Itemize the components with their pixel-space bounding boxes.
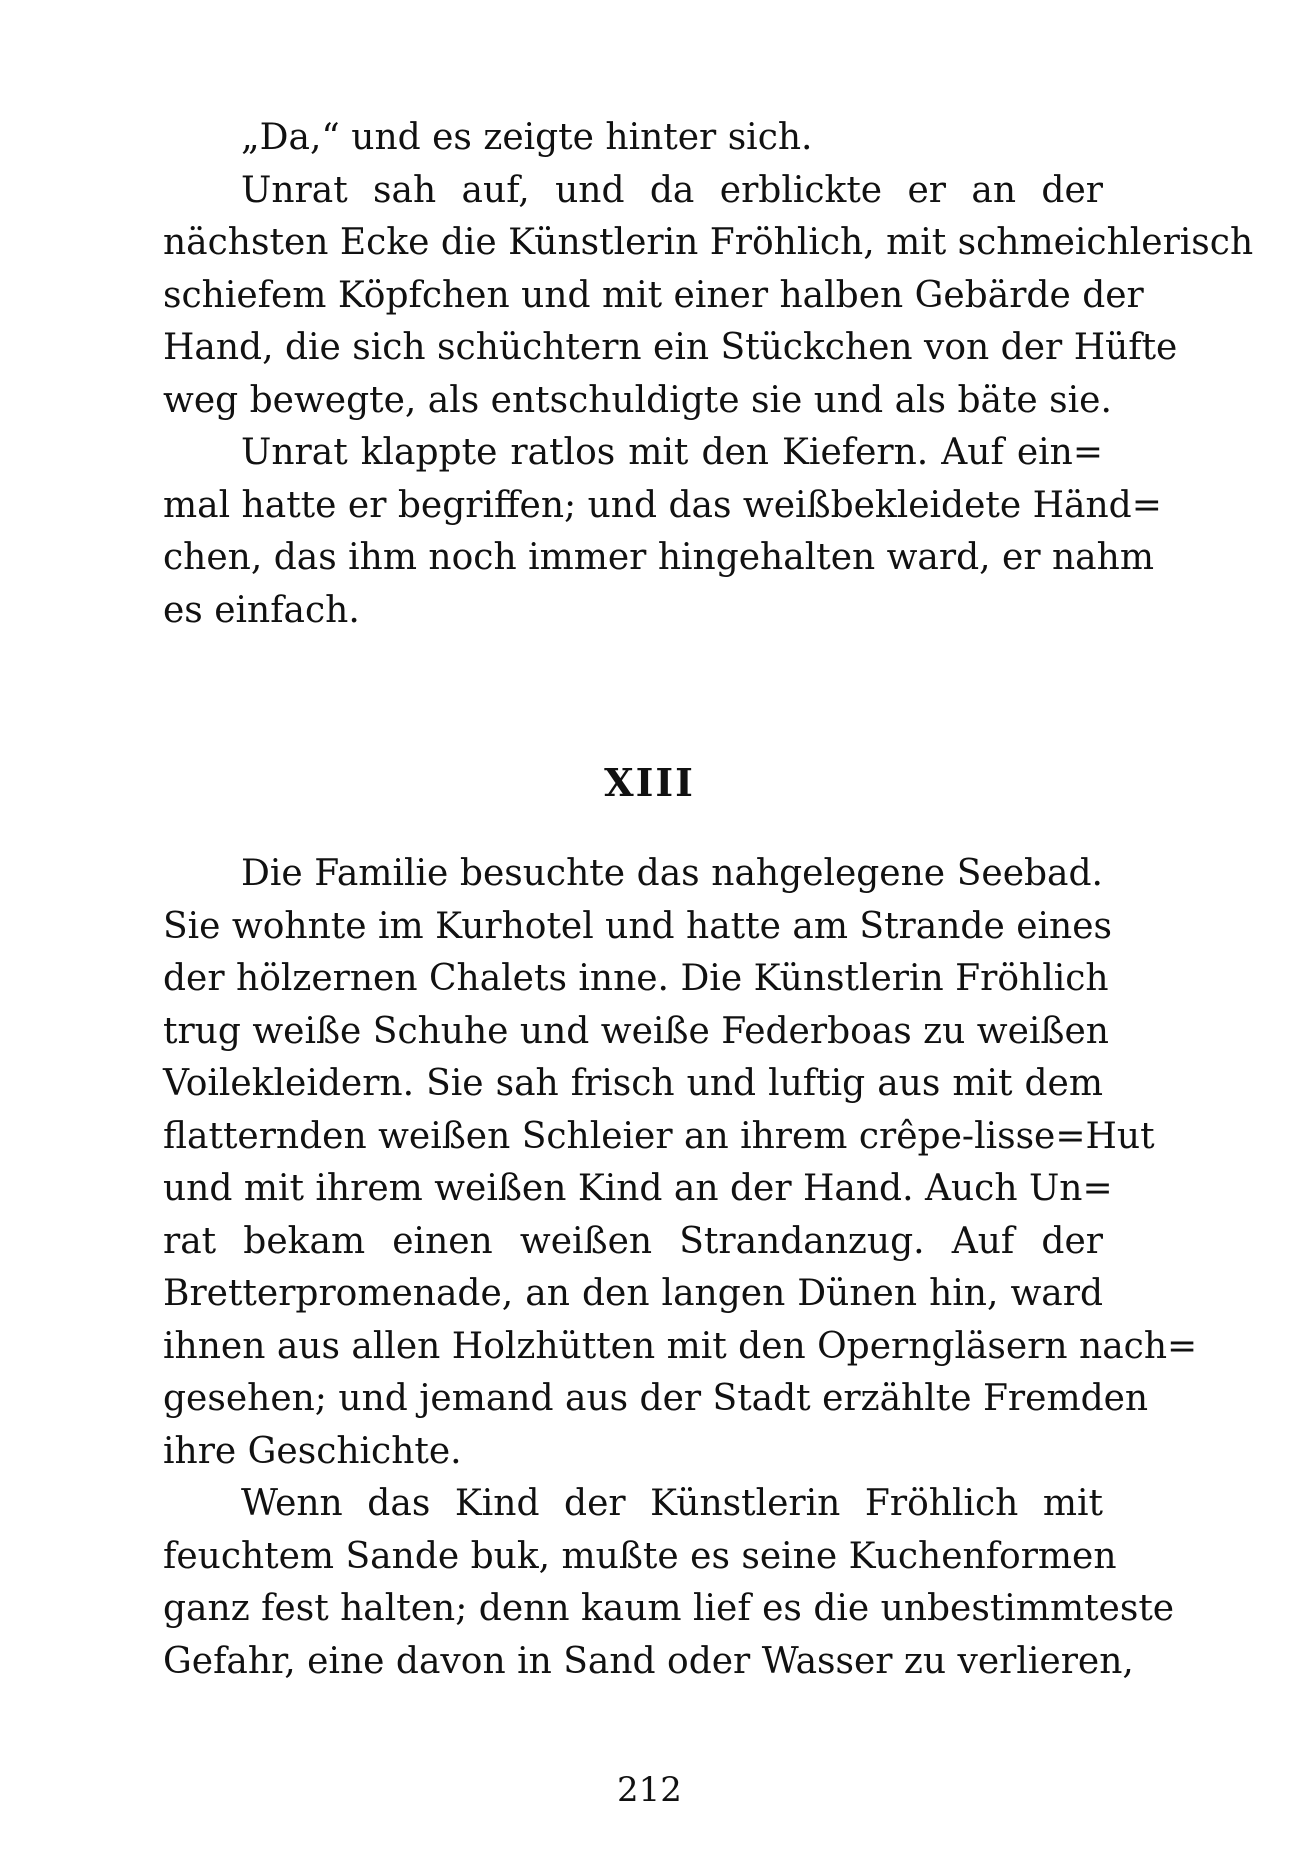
text-line: Sie wohnte im Kurhotel und hatte am Strande eines	[163, 905, 1112, 947]
text-line: Bretterpromenade, an den langen Dünen hin, ward	[163, 1273, 1103, 1314]
text-line: gesehen; und jemand aus der Stadt erzählte Fremden	[163, 1378, 1149, 1419]
text-line: chen, das ihm noch immer hingehalten ward, er nahm	[163, 537, 1154, 578]
text-line: ihnen aus allen Holzhütten mit den Operngläsern nach=	[163, 1325, 1198, 1367]
text-line: der hölzernen Chalets inne. Die Künstlerin Fröhlich	[163, 958, 1109, 999]
text-line: Unrat klappte ratlos mit den Kiefern. Auf ein=	[241, 432, 1103, 473]
previous-chapter-ending	[163, 112, 1254, 637]
text-line: Hand, die sich schüchtern ein Stückchen von der Hüfte	[163, 327, 1178, 368]
text-line: feuchtem Sande buk, mußte es seine Kuchenformen	[163, 1535, 1117, 1577]
text-line: Gefahr, eine davon in Sand oder Wasser zu verlieren,	[163, 1640, 1134, 1682]
text-line: Voilekleidern. Sie sah frisch und luftig aus mit dem	[163, 1063, 1103, 1104]
text-line: es einfach.	[163, 589, 360, 631]
text-line: ihre Geschichte.	[163, 1430, 462, 1472]
text-line: trug weiße Schuhe und weiße Federboas zu weißen	[163, 1010, 1109, 1052]
text-line: mal hatte er begriffen; und das weißbekleidete Händ=	[163, 484, 1162, 526]
text-line: Die Familie besuchte das nahgelegene Seebad.	[241, 853, 1103, 894]
chapter-body	[163, 848, 1198, 1688]
text-line: „Da,“ und es zeigte hinter sich.	[241, 117, 813, 158]
text-line: flatternden weißen Schleier an ihrem crêpe-lisse=Hut	[163, 1115, 1155, 1157]
text-line: rat bekam einen weißen Strandanzug. Auf der	[163, 1220, 1103, 1262]
text-line: Wenn das Kind der Künstlerin Fröhlich mit	[241, 1483, 1103, 1524]
text-line: nächsten Ecke die Künstlerin Fröhlich, mit schmeichlerisch	[163, 222, 1254, 263]
text-line: weg bewegte, als entschuldigte sie und als bäte sie.	[163, 379, 1112, 421]
chapter-heading: XIII	[604, 760, 695, 805]
text-line: und mit ihrem weißen Kind an der Hand. Auch Un=	[163, 1168, 1113, 1209]
text-line: ganz fest halten; denn kaum lief es die unbestimmteste	[163, 1588, 1175, 1629]
text-line: Unrat sah auf, und da erblickte er an der	[241, 169, 1103, 211]
text-line: schiefem Köpfchen und mit einer halben Gebärde der	[163, 274, 1144, 316]
page-number: 212	[617, 1770, 682, 1810]
